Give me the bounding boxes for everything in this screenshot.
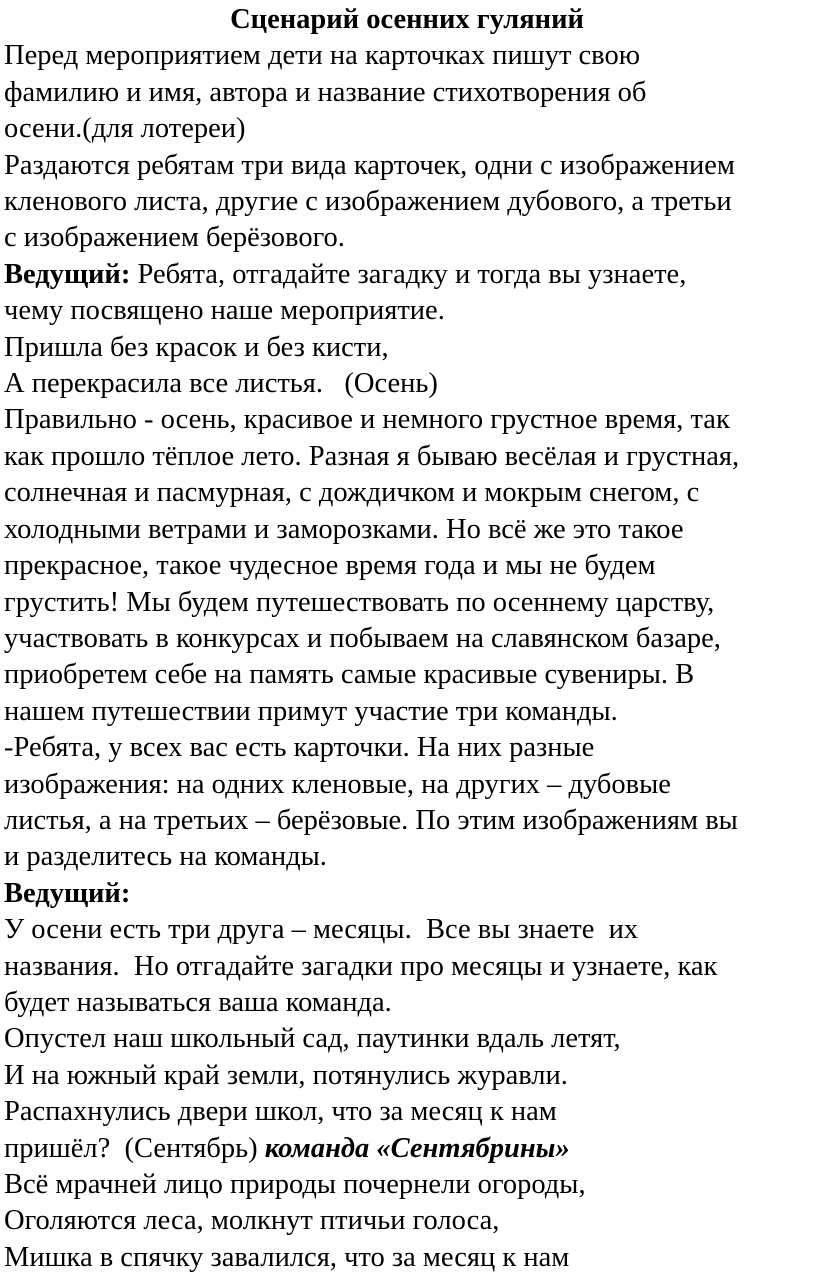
text-line: Правильно - осень, красивое и немного грустное время, так	[4, 404, 730, 436]
text-line: названия. Но отгадайте загадки про месяцы и узнаете, как	[4, 950, 718, 982]
text-line: Раздаются ребятам три вида карточек, одни с изображением	[4, 149, 735, 181]
september-line	[4, 1131, 810, 1167]
text-line: грустить! Мы будем путешествовать по осеннему царству,	[4, 586, 715, 618]
text-line: Перед мероприятием дети на карточках пишут свою	[4, 40, 640, 72]
text-line: солнечная и пасмурная, с дождичком и мокрым снегом, с	[4, 477, 700, 509]
text-line: Мишка в спячку завалился, что за месяц к нам	[4, 1241, 570, 1273]
text-line: А перекрасила все листья. (Осень)	[4, 368, 438, 400]
text-line: участвовать в конкурсах и побываем на славянском базаре,	[4, 622, 721, 654]
text-line: как прошло тёплое лето. Разная я бываю весёлая и грустная,	[4, 440, 740, 472]
text-line: фамилию и имя, автора и название стихотворения об	[4, 76, 647, 108]
text-line: нашем путешествии примут участие три команды.	[4, 695, 618, 727]
text-line: кленового листа, другие с изображением дубового, а третьи	[4, 186, 732, 218]
text-line: осени.(для лотереи)	[4, 113, 246, 145]
document-title: Сценарий осенних гуляний	[230, 4, 584, 35]
text-line: Всё мрачней лицо природы почернели огороды,	[4, 1169, 586, 1200]
host-line	[4, 257, 810, 293]
text-line: У осени есть три друга – месяцы. Все вы знаете их	[4, 914, 639, 946]
host-speech: Ребята, отгадайте загадку и тогда вы узнаете,	[130, 258, 687, 290]
text-line: Распахнулись двери школ, что за месяц к нам	[4, 1096, 557, 1128]
text-line: и разделитесь на команды.	[4, 841, 327, 873]
text-line: приобретем себе на память самые красивые сувениры. В	[4, 659, 695, 691]
host-label: Ведущий:	[4, 258, 131, 290]
text-line: Опустел наш школьный сад, паутинки вдаль летят,	[4, 1023, 621, 1055]
text-line: с изображением берёзового.	[4, 222, 345, 254]
text-line: Оголяются леса, молкнут птичьи голоса,	[4, 1205, 500, 1237]
text-line: будет называться ваша команда.	[4, 986, 392, 1018]
text-line: холодными ветрами и заморозками. Но всё же это такое	[4, 513, 684, 545]
september-team: команда «Сентябрины»	[264, 1132, 570, 1164]
host-label: Ведущий:	[4, 877, 131, 909]
text-line: И на южный край земли, потянулись журавли.	[4, 1059, 568, 1091]
text-line: изображения: на одних кленовые, на других – дубовые	[4, 768, 671, 800]
text-line: листья, а на третьих – берёзовые. По этим изображениям вы	[4, 804, 738, 836]
text-line: прекрасное, такое чудесное время года и мы не будем	[4, 550, 656, 582]
text-line: -Ребята, у всех вас есть карточки. На них разные	[4, 732, 595, 764]
september-answer: пришёл? (Сентябрь)	[4, 1132, 265, 1164]
text-line: чему посвящено наше мероприятие.	[4, 295, 445, 327]
text-line: Пришла без красок и без кисти,	[4, 331, 389, 363]
